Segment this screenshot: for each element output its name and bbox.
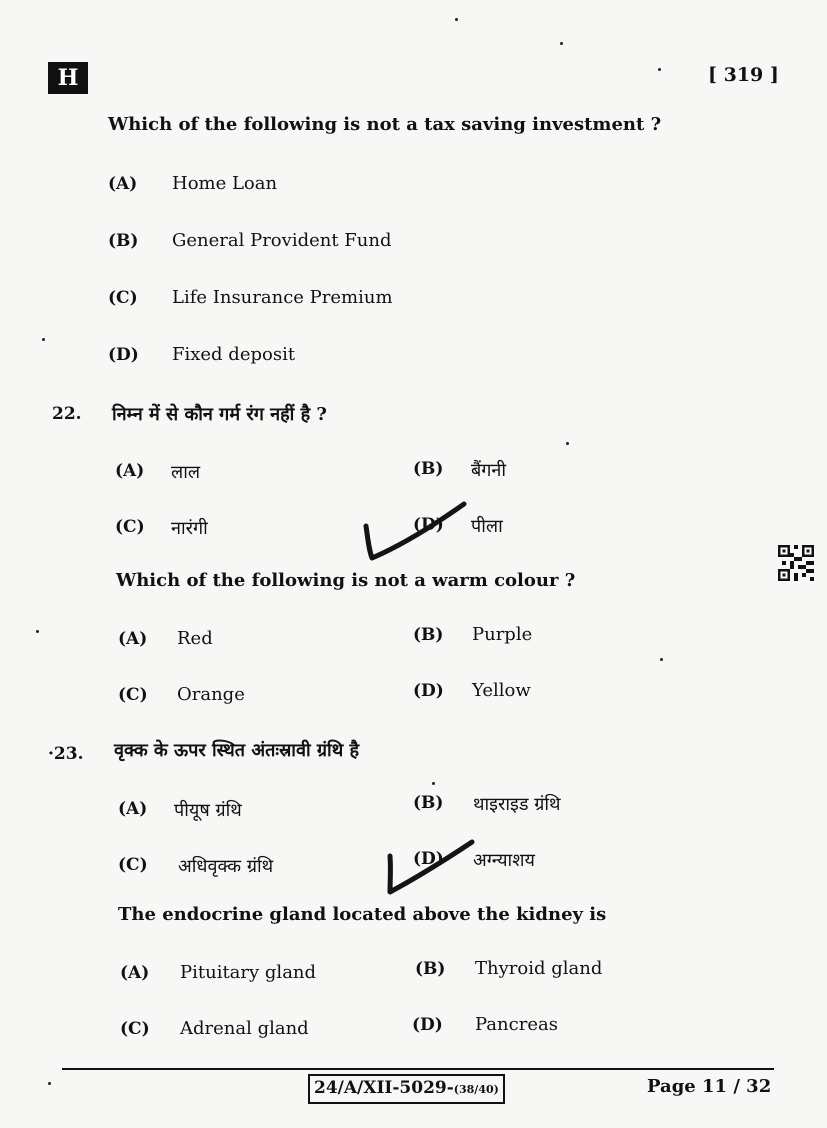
q22-question-hindi: निम्न में से कौन गर्म रंग नहीं है ? xyxy=(112,404,327,425)
paper-code-suffix: (38/40) xyxy=(453,1083,499,1096)
option-text: बैंगनी xyxy=(471,460,507,481)
q23-en-option-c xyxy=(120,1018,309,1039)
option-label: (A) xyxy=(108,174,138,194)
footer-rule xyxy=(62,1068,774,1070)
option-label: (D) xyxy=(413,681,444,701)
option-text: लाल xyxy=(171,462,201,483)
option-label: (C) xyxy=(118,855,148,875)
q23-en-option-a xyxy=(120,962,317,983)
option-label: (A) xyxy=(118,799,148,819)
option-text: पीला xyxy=(471,516,503,537)
q23-question-hindi: वृक्क के ऊपर स्थित अंतःस्रावी ग्रंथि है xyxy=(114,740,360,761)
option-label: (C) xyxy=(108,288,138,308)
scan-speck xyxy=(658,68,661,71)
q22-question-english: Which of the following is not a warm colour ? xyxy=(116,570,576,591)
option-text: General Provident Fund xyxy=(172,230,392,251)
q22-hi-option-b xyxy=(413,458,507,481)
option-text: Orange xyxy=(177,684,245,705)
scan-speck xyxy=(36,630,39,633)
option-label: (A) xyxy=(120,963,150,983)
q23-hi-option-c xyxy=(118,854,274,877)
option-text: Yellow xyxy=(472,680,531,701)
q22-number: 22. xyxy=(52,404,82,424)
q22-en-option-b xyxy=(413,624,533,645)
q23-hi-option-b xyxy=(413,792,561,815)
option-label: (B) xyxy=(413,459,444,479)
option-label: (C) xyxy=(120,1019,150,1039)
option-text: Fixed deposit xyxy=(172,344,296,365)
handwritten-tick-icon xyxy=(360,500,470,564)
option-text: Adrenal gland xyxy=(180,1018,309,1039)
option-label: (D) xyxy=(413,515,444,535)
scan-speck xyxy=(455,18,458,21)
option-label: (D) xyxy=(108,345,139,365)
q21-option-d xyxy=(108,344,296,365)
page-number: Page 11 / 32 xyxy=(647,1076,772,1097)
section-badge: H xyxy=(48,62,88,94)
paper-code-main: 24/A/XII-5029- xyxy=(314,1078,454,1098)
option-text: Pituitary gland xyxy=(180,962,317,983)
q21-question: Which of the following is not a tax saving investment ? xyxy=(108,114,662,135)
q23-number: ·23. xyxy=(48,744,84,764)
option-text: थाइराइड ग्रंथि xyxy=(473,794,561,815)
q22-en-option-a xyxy=(118,628,213,649)
q22-en-option-d xyxy=(413,680,531,701)
q23-hi-option-a xyxy=(118,798,242,821)
scan-speck xyxy=(42,338,45,341)
option-label: (C) xyxy=(115,517,145,537)
option-label: (B) xyxy=(413,793,444,813)
option-text: Thyroid gland xyxy=(475,958,603,979)
option-label: (A) xyxy=(118,629,148,649)
option-text: Home Loan xyxy=(172,173,278,194)
option-label: (D) xyxy=(413,849,444,869)
option-label: (B) xyxy=(415,959,446,979)
scan-speck xyxy=(432,782,435,785)
option-text: Life Insurance Premium xyxy=(172,287,393,308)
option-text: अधिवृक्क ग्रंथि xyxy=(178,856,274,877)
scan-speck xyxy=(566,442,569,445)
option-text: Red xyxy=(177,628,213,649)
scan-speck xyxy=(660,658,663,661)
q22-hi-option-a xyxy=(115,460,201,483)
option-label: (B) xyxy=(413,625,444,645)
option-text: पीयूष ग्रंथि xyxy=(174,800,242,821)
option-text: Pancreas xyxy=(475,1014,558,1035)
option-label: (D) xyxy=(412,1015,443,1035)
paper-code xyxy=(308,1074,505,1104)
option-label: (A) xyxy=(115,461,145,481)
handwritten-tick-icon xyxy=(382,836,478,898)
option-label: (C) xyxy=(118,685,148,705)
q22-hi-option-c xyxy=(115,516,208,539)
page-reference: [ 319 ] xyxy=(708,64,779,86)
option-text: Purple xyxy=(472,624,533,645)
scan-speck xyxy=(560,42,563,45)
q21-option-b xyxy=(108,230,392,251)
option-text: अग्न्याशय xyxy=(473,850,535,871)
option-text: नारंगी xyxy=(171,518,208,539)
option-label: (B) xyxy=(108,231,139,251)
q22-en-option-c xyxy=(118,684,245,705)
scan-speck xyxy=(48,1082,51,1085)
q21-option-a xyxy=(108,173,278,194)
q21-option-c xyxy=(108,287,393,308)
q23-en-option-d xyxy=(412,1014,558,1035)
qr-code-icon xyxy=(778,545,814,581)
q23-question-english: The endocrine gland located above the kidney is xyxy=(118,904,607,925)
q23-en-option-b xyxy=(415,958,603,979)
